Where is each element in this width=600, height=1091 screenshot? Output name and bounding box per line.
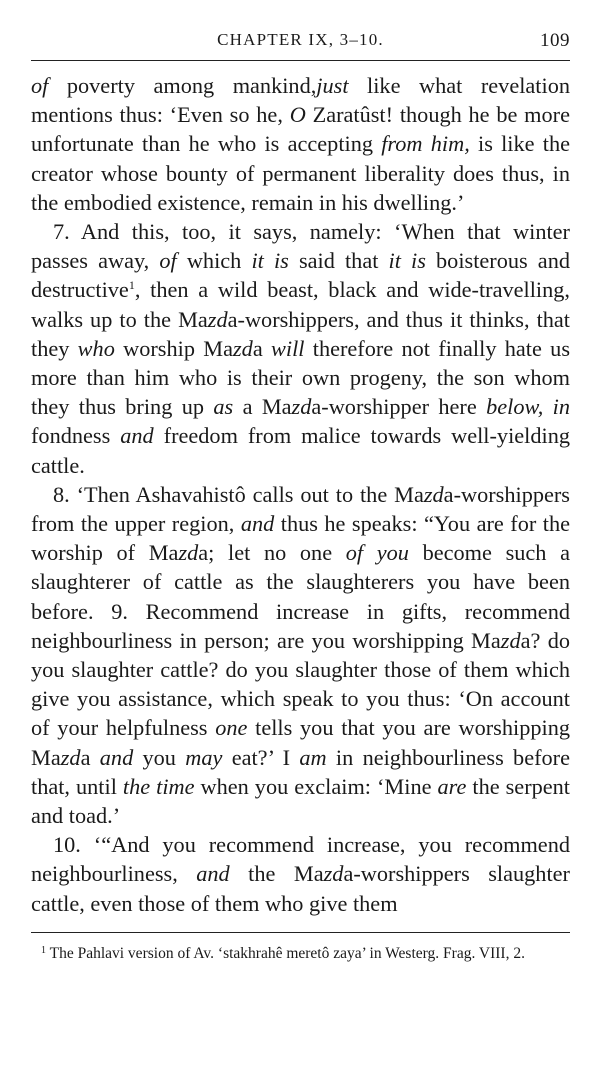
text-run: you — [133, 744, 186, 770]
text-run: a-worshippers from the upper region, — [31, 481, 570, 537]
italic-text: zd — [323, 861, 344, 887]
text-run: freedom from malice towards well-yielding cattle. — [31, 423, 570, 478]
italic-text: may — [185, 744, 223, 770]
italic-text: from him, — [381, 131, 470, 157]
text-run: poverty among mankind, — [48, 73, 317, 98]
text-run: a-worshipper here — [311, 394, 487, 420]
footnote-rule — [31, 932, 570, 933]
text-run: Zaratûst! though he be more unfortunate than he who is accepting — [31, 102, 570, 157]
text-run: like what revelation mentions thus: ‘Even so he, — [31, 73, 570, 128]
text-run: the Ma — [229, 861, 324, 887]
text-run: a-worshippers slaughter cattle, even those of them who give them — [31, 861, 570, 916]
text-run: become such a slaughterer of cattle as the slaughterers you have been before. 9. Recommend increase in gifts, recommend neighbourliness in person; are you worshipping Ma — [31, 540, 570, 653]
text-run: in neighbourliness before that, until — [31, 744, 570, 799]
text-run: therefore not finally hate us more than him who is their own progeny, the son whom they thus bring up — [31, 335, 570, 420]
italic-text: zd — [232, 335, 253, 361]
paragraph-7 — [31, 217, 570, 480]
italic-text: and — [196, 861, 230, 887]
italic-text: and — [99, 744, 134, 770]
chapter-heading: CHAPTER IX, 3–10. — [217, 30, 384, 49]
text-run: The Pahlavi version of Av. ‘stakhrahê meretô zaya’ in Westerg. Frag. VIII, 2. — [46, 944, 525, 962]
footnote — [31, 943, 570, 965]
italic-text: and — [240, 511, 275, 537]
italic-text: just — [316, 73, 349, 98]
italic-text: zd — [291, 394, 312, 420]
italic-text: zd — [207, 306, 228, 332]
italic-text: are — [437, 773, 467, 799]
italic-text: zd — [423, 481, 444, 507]
text-run: boisterous and destructive — [31, 248, 571, 303]
italic-text: as — [213, 394, 234, 420]
italic-text: of — [159, 248, 177, 274]
footnote-text — [31, 943, 570, 965]
text-run: fondness — [31, 423, 121, 449]
italic-text: it is — [388, 248, 426, 274]
italic-text: below, in — [486, 394, 570, 420]
page-number: 109 — [540, 30, 570, 51]
paragraph-10 — [31, 830, 570, 918]
text-run: a — [252, 335, 271, 361]
italic-text: who — [77, 335, 115, 361]
paragraph-8-9 — [31, 480, 570, 830]
text-run: a — [80, 744, 100, 770]
text-run: when you exclaim: ‘Mine — [194, 773, 438, 799]
italic-text: O — [289, 102, 306, 128]
text-run: is like the creator whose bounty of permanent liberality does thus, in the embodied existence, remain in his dwelling.’ — [31, 131, 570, 215]
italic-text: of — [31, 73, 49, 98]
text-run: 8. ‘Then Ashavahistô calls out to the Ma — [53, 481, 424, 507]
text-run: a-worshippers, and thus it thinks, that they — [31, 306, 570, 361]
text-run: a? do you slaughter cattle? do you slaughter those of them which give you assistance, which speak to you thus: ‘On account of your helpfulness — [31, 627, 570, 741]
text-run: eat?’ I — [222, 744, 300, 770]
footnote-marker: 1 — [41, 944, 46, 956]
paragraph — [31, 71, 570, 217]
text-run: which — [176, 248, 252, 274]
italic-text: the time — [122, 773, 195, 799]
text-run: a; let no one — [198, 540, 346, 566]
text-run: a Ma — [233, 394, 292, 420]
text-run: said that — [288, 248, 389, 274]
header-rule — [31, 60, 570, 61]
text-run: the serpent and toad.’ — [31, 773, 571, 829]
italic-text: zd — [178, 540, 199, 566]
italic-text: zd — [60, 744, 81, 770]
italic-text: one — [215, 715, 248, 741]
running-header — [31, 30, 570, 60]
main-text — [31, 71, 570, 918]
italic-text: zd — [500, 627, 521, 653]
text-run: worship Ma — [114, 335, 233, 361]
italic-text: and — [120, 423, 154, 449]
italic-text: it is — [251, 248, 289, 274]
italic-text: will — [271, 335, 305, 361]
italic-text: of you — [345, 540, 409, 566]
text-run: 7. And this, too, it says, namely: ‘When that winter passes away, — [31, 219, 570, 274]
italic-text: am — [299, 744, 327, 770]
text-run: 10. ‘“And you recommend increase, you recommend neighbourliness, — [31, 832, 570, 887]
text-run: thus he speaks: “You are for the worship of Ma — [31, 511, 570, 566]
text-run: tells you that you are worshipping Ma — [31, 715, 570, 770]
text-run: , then a wild beast, black and wide-travelling, walks up to the Ma — [31, 277, 570, 332]
footnote-marker: 1 — [128, 278, 135, 293]
